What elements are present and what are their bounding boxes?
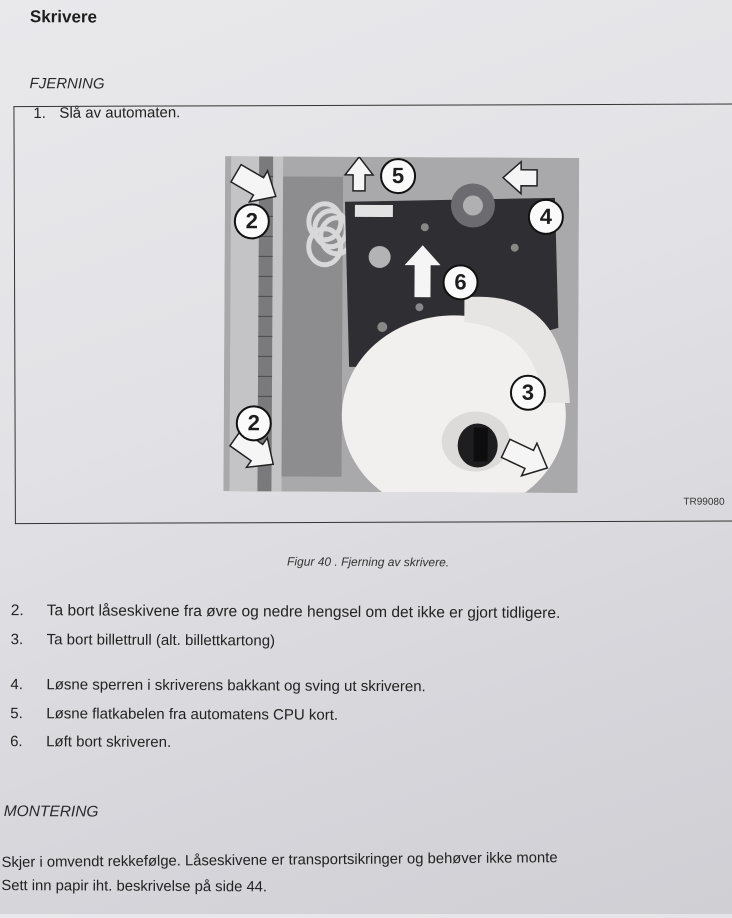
step-number: 6. [10,733,46,750]
printer-photo [223,156,579,493]
step-4 [10,676,425,695]
step-3 [11,631,276,649]
page-title: Skrivere [30,7,97,27]
mounting-text-line1: Skjer i omvendt rekkefølge. Låseskivene er transportsikringer og behøver ikke monte [2,850,558,871]
callout-2-lower: 2 [236,405,272,441]
figure-caption: Figur 40 . Fjerning av skrivere. [287,555,449,570]
step-text: Løsne flatkabelen fra automatens CPU kort. [46,705,338,724]
step-number: 3. [11,631,47,648]
step-text: Løsne sperren i skriverens bakkant og sving ut skriveren. [46,676,425,695]
callout-5: 5 [380,158,416,194]
removal-heading: FJERNING [30,75,105,92]
step-text: Løft bort skriveren. [46,733,171,751]
step-number: 5. [10,705,46,722]
step-text: Slå av automaten. [59,104,180,122]
step-number: 4. [10,676,46,693]
step-2 [11,602,561,623]
step-text: Ta bort billettrull (alt. billettkartong) [47,631,276,649]
figure-id: TR99080 [683,497,724,508]
callout-2-upper: 2 [234,203,270,239]
callout-3: 3 [510,375,546,411]
mounting-heading: MONTERING [4,803,99,821]
step-6 [10,733,171,751]
step-text: Ta bort låseskivene fra øvre og nedre hengsel om det ikke er gjort tidligere. [47,602,561,622]
step-5 [10,705,338,724]
callout-4: 4 [528,199,564,235]
mounting-text-line2: Sett inn papir iht. beskrivelse på side 44. [1,878,267,895]
step-number: 1. [33,105,59,122]
callout-6: 6 [442,264,478,300]
step-number: 2. [11,602,47,620]
